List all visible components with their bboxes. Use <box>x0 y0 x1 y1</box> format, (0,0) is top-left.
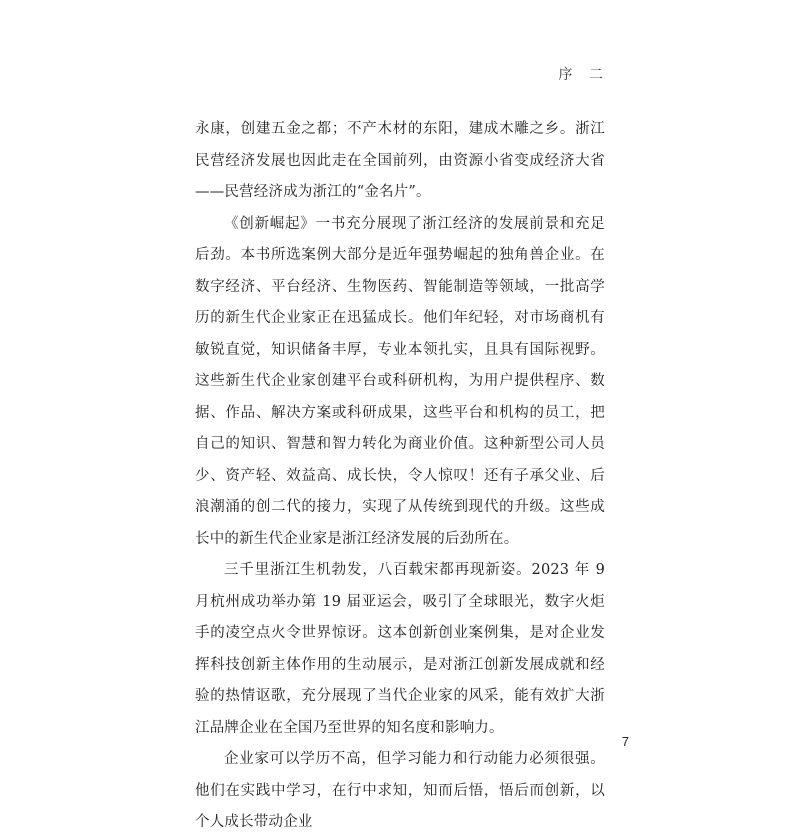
body-text <box>195 114 605 839</box>
paragraph-3: 三千里浙江生机勃发，八百载宋都再现新姿。2023 年 9 月杭州成功举办第 19 届亚运会，吸引了全球眼光，数字火炬手的凌空点火令世界惊讶。这本创新创业案例集，是对企业发挥科技创新主体作用的生动展示，是对浙江创新发展成就和经验的热情讴歌，充分展现了当代企业家的风采，能有效扩大浙江品牌企业在全国乃至世界的知名度和影响力。 <box>195 562 605 736</box>
paragraph-2: 《创新崛起》一书充分展现了浙江经济的发展前景和充足后劲。本书所选案例大部分是近年强势崛起的独角兽企业。在数字经济、平台经济、生物医药、智能制造等领域，一批高学历的新生代企业家正在迅猛成长。他们年纪轻，对市场商机有敏锐直觉，知识储备丰厚，专业本领扎实，且具有国际视野。这些新生代企业家创建平台或科研机构，为用户提供程序、数据、作品、解决方案或科研成果，这些平台和机构的员工，把自己的知识、智慧和智力转化为商业价值。这种新型公司人员少、资产轻、效益高、成长快，令人惊叹！还有子承父业、后浪潮涌的创二代的接力，实现了从传统到现代的升级。这些成长中的新生代企业家是浙江经济发展的后劲所在。 <box>195 215 605 547</box>
running-header: 序 二 <box>558 67 609 83</box>
paragraph-1: 永康，创建五金之都；不产木材的东阳，建成木雕之乡。浙江民营经济发展也因此走在全国前列，由资源小省变成经济大省——民营经济成为浙江的“金名片”。 <box>195 121 605 200</box>
paragraph-4: 企业家可以学历不高，但学习能力和行动能力必须很强。他们在实践中学习，在行中求知，知而后悟，悟后而创新，以个人成长带动企业 <box>195 751 605 830</box>
page-number: 7 <box>621 734 629 749</box>
